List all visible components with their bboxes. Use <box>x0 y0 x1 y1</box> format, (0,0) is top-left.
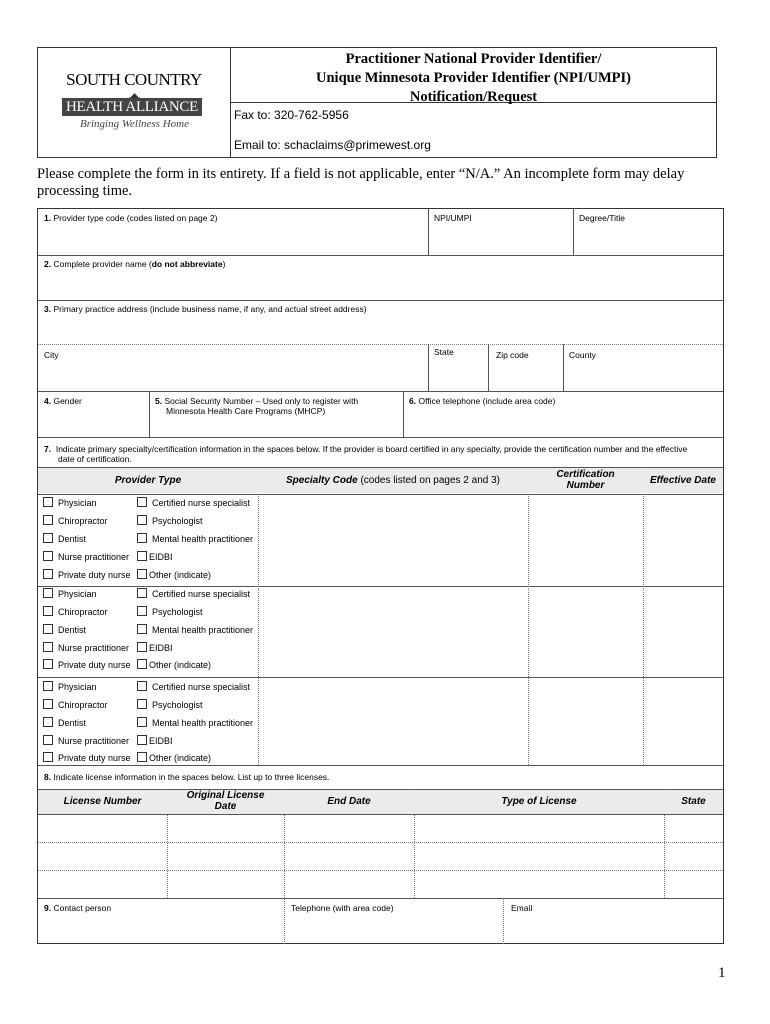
field-2-post: ) <box>222 259 226 269</box>
form-header <box>37 47 717 158</box>
end-date-input[interactable] <box>285 815 414 842</box>
license-state-input[interactable] <box>665 843 723 870</box>
checkbox-box[interactable] <box>43 515 53 525</box>
checkbox-physician[interactable] <box>43 588 97 599</box>
checkbox-nurse-practitioner[interactable] <box>43 642 129 653</box>
license-state-header: State <box>681 796 706 807</box>
field-5-label <box>155 396 358 416</box>
checkbox-label: Mental health practitioner <box>152 718 254 728</box>
effective-date-header: Effective Date <box>650 475 716 486</box>
npi-umpi-input[interactable] <box>429 223 573 255</box>
original-license-date-input[interactable] <box>168 871 284 898</box>
certification-number-input[interactable] <box>529 678 643 765</box>
checkbox-label: Other (indicate) <box>149 753 212 763</box>
specialty-code-input[interactable] <box>259 678 528 765</box>
checkbox-label: Nurse practitioner <box>58 552 130 562</box>
checkbox-box[interactable] <box>43 699 53 709</box>
field-7-text-a: Indicate primary specialty/certification information in the spaces below. If the provider is board certified in any specialty, provide the certification number and the effective <box>55 444 688 454</box>
checkbox-label: Physician <box>58 682 97 692</box>
license-number-input[interactable] <box>38 871 167 898</box>
checkbox-box[interactable] <box>137 735 147 745</box>
checkbox-eidbi[interactable] <box>137 642 173 653</box>
checkbox-box[interactable] <box>43 569 53 579</box>
checkbox-label: Private duty nurse <box>58 570 131 580</box>
checkbox-eidbi[interactable] <box>137 735 173 746</box>
checkbox-label: Mental health practitioner <box>152 534 254 544</box>
logo-line2 <box>62 98 202 116</box>
checkbox-label: EIDBI <box>149 736 173 746</box>
row-divider <box>38 344 723 345</box>
field-6-label <box>409 396 555 406</box>
field-5-num: 5. <box>155 396 163 406</box>
checkbox-label: Certified nurse specialist <box>152 682 251 692</box>
field-8-num: 8. <box>44 772 52 782</box>
telephone-label: Telephone (with area code) <box>291 903 394 913</box>
specialty-code-input[interactable] <box>259 495 528 585</box>
end-date-header: End Date <box>327 796 371 807</box>
checkbox-chiropractor[interactable] <box>43 606 108 617</box>
checkbox-label: Dentist <box>58 718 87 728</box>
degree-label: Degree/Title <box>579 213 625 223</box>
license-type-input[interactable] <box>415 871 664 898</box>
cert-line-2: Number <box>566 480 605 491</box>
end-date-input[interactable] <box>285 843 414 870</box>
checkbox-label: Chiropractor <box>58 516 108 526</box>
field-1-num: 1. <box>44 213 52 223</box>
checkbox-label: Nurse practitioner <box>58 643 130 653</box>
checkbox-certified-nurse-specialist[interactable] <box>137 497 250 508</box>
form-title <box>231 48 716 103</box>
field-6-text: Office telephone (include area code) <box>418 396 556 406</box>
field-2-label <box>44 259 225 269</box>
logo-area <box>38 48 231 157</box>
certification-number-input[interactable] <box>529 587 643 677</box>
contact-person-input[interactable] <box>38 914 284 943</box>
logo-line1: SOUTH COUNTRY <box>66 70 202 89</box>
state-input[interactable] <box>429 361 488 391</box>
provider-type-header: Provider Type <box>114 475 182 486</box>
field-7-text-b: date of certification. <box>58 454 132 464</box>
field-4-label <box>44 396 82 406</box>
field-8-text: Indicate license information in the spaces below. List up to three licenses. <box>53 772 330 782</box>
logo-line2-text: HEALTH ALLIANCE <box>65 99 199 115</box>
license-type-input[interactable] <box>415 843 664 870</box>
checkbox-box[interactable] <box>137 642 147 652</box>
checkbox-box[interactable] <box>137 497 147 507</box>
email-label: Email <box>511 903 533 913</box>
title-line-3: Notification/Request <box>409 89 538 105</box>
office-phone-input[interactable] <box>404 409 723 437</box>
ssn-input[interactable] <box>150 419 403 437</box>
specialty-code-bold: Specialty Code <box>285 475 358 486</box>
checkbox-psychologist[interactable] <box>137 606 203 617</box>
cert-line-1: Certification <box>556 469 615 480</box>
checkbox-label: Psychologist <box>152 607 203 617</box>
checkbox-box[interactable] <box>43 497 53 507</box>
checkbox-label: Physician <box>58 589 97 599</box>
checkbox-private-duty-nurse[interactable] <box>43 752 131 763</box>
checkbox-psychologist[interactable] <box>137 699 203 710</box>
row-divider <box>38 437 723 438</box>
field-2-bold: do not abbreviate <box>151 259 223 269</box>
checkbox-certified-nurse-specialist[interactable] <box>137 588 250 599</box>
county-label: County <box>569 350 596 360</box>
checkbox-box[interactable] <box>43 659 53 669</box>
checkbox-chiropractor[interactable] <box>43 515 108 526</box>
effective-date-input[interactable] <box>644 678 723 765</box>
certification-number-input[interactable] <box>529 495 643 585</box>
checkbox-certified-nurse-specialist[interactable] <box>137 681 250 692</box>
field-2-num: 2. <box>44 259 52 269</box>
field-5-text-b: Minnesota Health Care Programs (MHCP) <box>166 406 326 416</box>
checkbox-eidbi[interactable] <box>137 551 173 562</box>
checkbox-box[interactable] <box>137 699 147 709</box>
checkbox-label: Nurse practitioner <box>58 736 130 746</box>
city-label: City <box>44 350 59 360</box>
checkbox-label: Dentist <box>58 534 87 544</box>
license-type-input[interactable] <box>415 815 664 842</box>
field-3-text: Primary practice address (include business name, if any, and actual street address) <box>53 304 367 314</box>
checkbox-label: Certified nurse specialist <box>152 589 251 599</box>
contact-telephone-input[interactable] <box>285 914 503 943</box>
field-8-label <box>44 772 329 782</box>
checkbox-label: Certified nurse specialist <box>152 498 251 508</box>
checkbox-label: Private duty nurse <box>58 660 131 670</box>
row-divider <box>38 391 723 392</box>
field-7-label <box>44 444 719 464</box>
checkbox-box[interactable] <box>43 606 53 616</box>
original-license-date-header <box>167 790 284 812</box>
checkbox-box[interactable] <box>137 515 147 525</box>
checkbox-other[interactable] <box>137 569 211 580</box>
checkbox-mental-health[interactable] <box>137 624 253 635</box>
checkbox-label: EIDBI <box>149 643 173 653</box>
gender-input[interactable] <box>38 409 149 437</box>
checkbox-label: Psychologist <box>152 516 203 526</box>
checkbox-box[interactable] <box>137 752 147 762</box>
effective-date-input[interactable] <box>644 587 723 677</box>
zip-label: Zip code <box>496 350 529 360</box>
end-date-input[interactable] <box>285 871 414 898</box>
provider-form <box>37 208 724 944</box>
checkbox-box[interactable] <box>43 642 53 652</box>
license-state-input[interactable] <box>665 871 723 898</box>
original-line-1: Original License <box>186 790 265 801</box>
instructions: Please complete the form in its entirety. If a field is not applicable, enter “N/A.” An incomplete form may delay processing time. <box>37 166 685 199</box>
checkbox-label: EIDBI <box>149 552 173 562</box>
specialty-code-rest: (codes listed on pages 2 and 3) <box>357 475 501 486</box>
zip-input[interactable] <box>489 361 563 391</box>
checkbox-chiropractor[interactable] <box>43 699 108 710</box>
checkbox-box[interactable] <box>43 717 53 727</box>
original-line-2: Date <box>214 801 237 812</box>
city-input[interactable] <box>38 361 428 391</box>
license-number-header: License Number <box>63 796 142 807</box>
specialty-code-header <box>258 475 528 486</box>
field-6-num: 6. <box>409 396 417 406</box>
checkbox-box[interactable] <box>137 569 147 579</box>
checkbox-label: Chiropractor <box>58 607 108 617</box>
row-divider <box>38 255 723 256</box>
field-1-label <box>44 213 217 223</box>
checkbox-box[interactable] <box>137 681 147 691</box>
checkbox-dentist[interactable] <box>43 533 86 544</box>
field-4-text: Gender <box>53 396 82 406</box>
checkbox-nurse-practitioner[interactable] <box>43 551 129 562</box>
checkbox-label: Chiropractor <box>58 700 108 710</box>
checkbox-label: Dentist <box>58 625 87 635</box>
checkbox-dentist[interactable] <box>43 717 86 728</box>
checkbox-other[interactable] <box>137 752 211 763</box>
field-9-num: 9. <box>44 903 52 913</box>
license-number-input[interactable] <box>38 843 167 870</box>
checkbox-nurse-practitioner[interactable] <box>43 735 129 746</box>
checkbox-box[interactable] <box>137 606 147 616</box>
license-number-input[interactable] <box>38 815 167 842</box>
checkbox-box[interactable] <box>43 752 53 762</box>
logo-tagline: Bringing Wellness Home <box>80 118 189 130</box>
checkbox-psychologist[interactable] <box>137 515 203 526</box>
checkbox-label: Psychologist <box>152 700 203 710</box>
checkbox-private-duty-nurse[interactable] <box>43 659 131 670</box>
practice-address-input[interactable] <box>38 315 723 344</box>
license-type-header: Type of License <box>501 796 577 807</box>
checkbox-label: Physician <box>58 498 97 508</box>
email-address: Email to: schaclaims@primewest.org <box>234 138 431 152</box>
county-input[interactable] <box>564 361 723 391</box>
provider-type-code-input[interactable] <box>38 223 428 255</box>
title-line-2: Unique Minnesota Provider Identifier (NPI/UMPI) <box>316 70 631 86</box>
checkbox-mental-health[interactable] <box>137 533 253 544</box>
field-7-num: 7. <box>44 444 52 454</box>
contact-email-input[interactable] <box>504 914 723 943</box>
checkbox-box[interactable] <box>137 624 147 634</box>
field-9-label <box>44 903 111 913</box>
field-4-num: 4. <box>44 396 52 406</box>
checkbox-box[interactable] <box>43 624 53 634</box>
specialty-code-input[interactable] <box>259 587 528 677</box>
field-3-label <box>44 304 367 314</box>
field-9-text: Contact person <box>53 903 112 913</box>
checkbox-label: Private duty nurse <box>58 753 131 763</box>
checkbox-label: Other (indicate) <box>149 570 212 580</box>
field-3-num: 3. <box>44 304 52 314</box>
checkbox-mental-health[interactable] <box>137 717 253 728</box>
checkbox-box[interactable] <box>43 588 53 598</box>
state-label: State <box>434 347 454 357</box>
effective-date-input[interactable] <box>644 495 723 585</box>
row-divider <box>38 898 723 899</box>
checkbox-box[interactable] <box>137 551 147 561</box>
checkbox-physician[interactable] <box>43 497 97 508</box>
checkbox-other[interactable] <box>137 659 211 670</box>
page-number: 1 <box>718 965 726 981</box>
title-line-1: Practitioner National Provider Identifier/ <box>345 51 602 67</box>
checkbox-physician[interactable] <box>43 681 97 692</box>
original-license-date-input[interactable] <box>168 843 284 870</box>
field-5-text-a: Social Security Number – Used only to register with <box>164 396 359 406</box>
license-state-input[interactable] <box>665 815 723 842</box>
fax-number: Fax to: 320-762-5956 <box>234 108 349 122</box>
field-2-pre: Complete provider name ( <box>53 259 152 269</box>
certification-number-header <box>528 469 643 491</box>
original-license-date-input[interactable] <box>168 815 284 842</box>
checkbox-box[interactable] <box>43 551 53 561</box>
provider-name-input[interactable] <box>38 269 723 300</box>
checkbox-label: Other (indicate) <box>149 660 212 670</box>
field-1-text: Provider type code (codes listed on page 2) <box>53 213 218 223</box>
checkbox-box[interactable] <box>43 681 53 691</box>
degree-title-input[interactable] <box>574 223 723 255</box>
checkbox-box[interactable] <box>137 717 147 727</box>
npi-label: NPI/UMPI <box>434 213 472 223</box>
checkbox-box[interactable] <box>137 588 147 598</box>
checkbox-label: Mental health practitioner <box>152 625 254 635</box>
checkbox-box[interactable] <box>137 659 147 669</box>
checkbox-box[interactable] <box>137 533 147 543</box>
checkbox-private-duty-nurse[interactable] <box>43 569 131 580</box>
checkbox-box[interactable] <box>43 533 53 543</box>
row-divider <box>38 765 723 766</box>
checkbox-box[interactable] <box>43 735 53 745</box>
checkbox-dentist[interactable] <box>43 624 86 635</box>
row-divider <box>38 300 723 301</box>
